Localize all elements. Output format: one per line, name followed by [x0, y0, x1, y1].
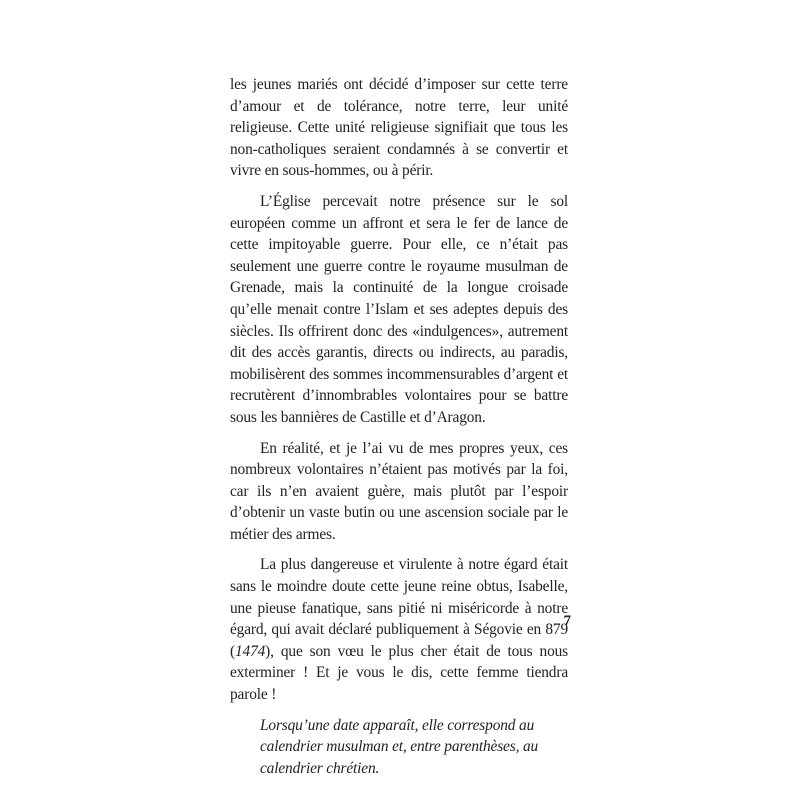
paragraph-1: les jeunes mariés ont décidé d’imposer sur cette terre d’amour et de tolérance, notre terre, leur unité religieuse. Cette unité religieuse signifiait que tous les non-catholiques seraient condamnés à se convertir et vivre en sous-hommes, ou à périr.: [230, 76, 568, 180]
page-number: 7: [563, 613, 571, 629]
paragraph-4: [230, 554, 568, 705]
paragraph-3: En réalité, et je l’ai vu de mes propres yeux, ces nombreux volontaires n’étaient pas motivés par la foi, car ils n’en avaient guère, mais plutôt par l’espoir d’obtenir un vaste butin ou une ascension sociale par le métier des armes.: [230, 439, 568, 543]
paragraph-4-text-end: ), que son vœu le plus cher était de tous nous exterminer ! Et je vous le dis, cette femme tiendra parole !: [230, 642, 568, 704]
calendar-note: Lorsqu’une date apparaît, elle correspond au calendrier musulman et, entre parenthèses, au calendrier chrétien.: [260, 716, 539, 777]
paragraph-2: L’Église percevait notre présence sur le sol européen comme un affront et sera le fer de lance de cette impitoyable guerre. Pour elle, ce n’était pas seulement une guerre contre le royaume musulman de Grenade, mais la continuité de la longue croisade qu’elle menait contre l’Islam et ses adeptes depuis des siècles. Ils offrirent donc des «indulgences», autrement dit des accès garantis, directs ou indirects, au paradis, mobilisèrent des sommes incommensurables d’argent et recrutèrent d’innombrables volontaires pour se battre sous les bannières de Castille et d’Aragon.: [230, 192, 568, 426]
paragraph-4-text-start: La plus dangereuse et virulente à notre égard était sans le moindre doute cette jeune reine obtus, Isabelle, une pieuse fanatique, sans pitié ni miséricorde à notre égard, qui avait déclaré publiquement à Ségovie en 879 (: [230, 556, 568, 660]
body-text: [230, 74, 568, 788]
christian-year: 1474: [234, 642, 266, 660]
